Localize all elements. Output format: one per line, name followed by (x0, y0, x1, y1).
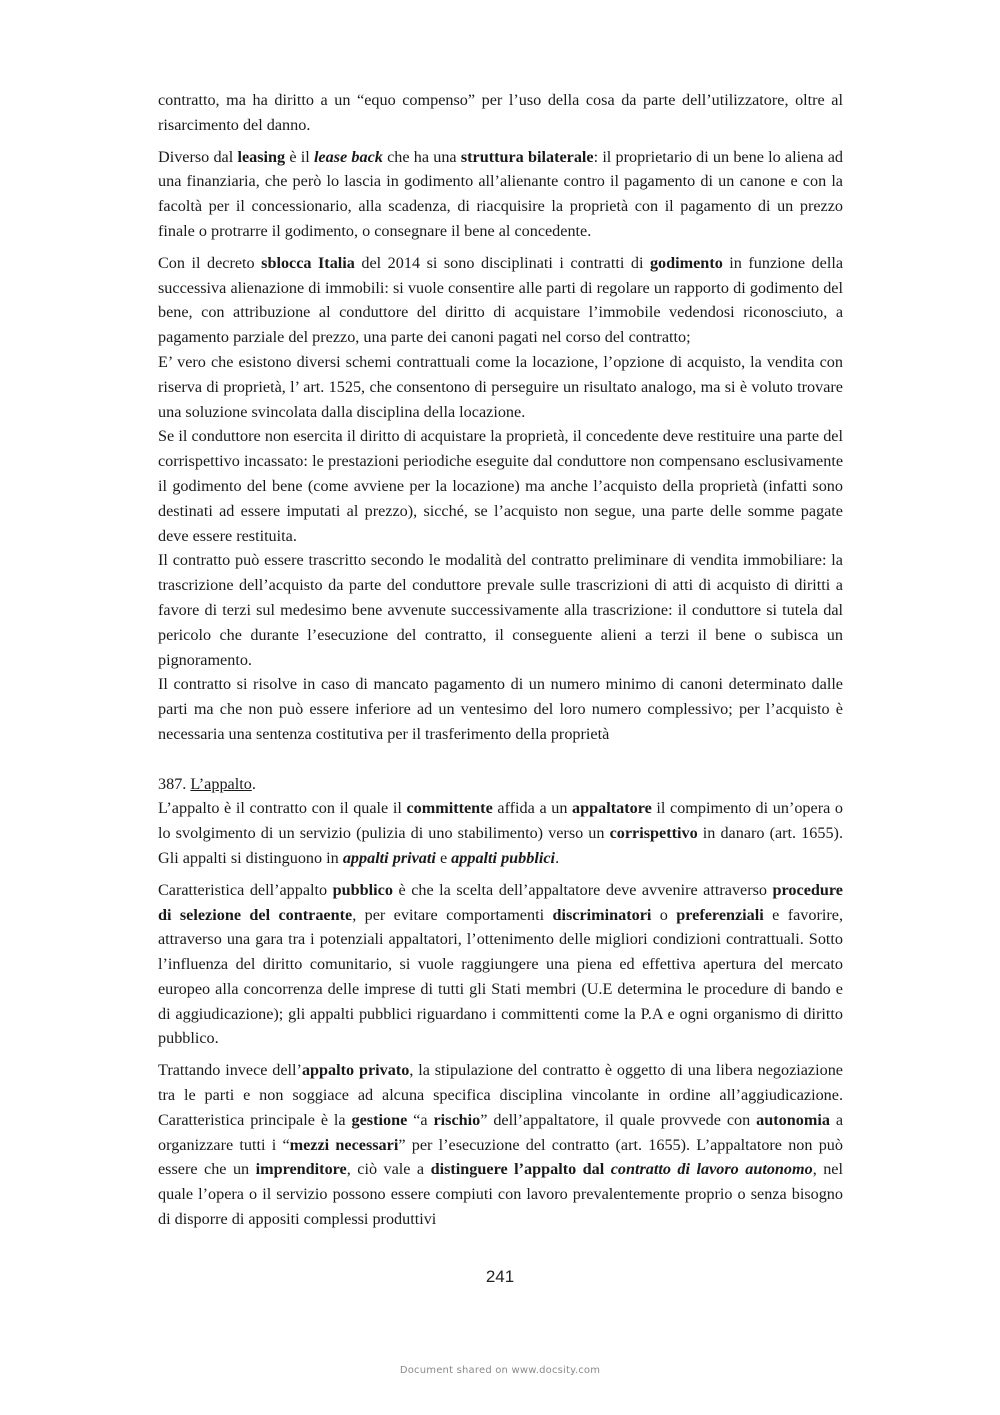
bold-term: discriminatori (552, 905, 652, 924)
text-run: E’ vero che esistono diversi schemi contrattuali come la locazione, l’opzione di acquisto, la vendita con riserva di proprietà, l’ art. 1525, che consentono di perseguire un risultato analogo, ma si è voluto trovare una soluzione svincolata dalla disciplina della locazione. (158, 352, 843, 421)
text-run: Il contratto si risolve in caso di mancato pagamento di un numero minimo di canoni determinato dalle parti ma che non può essere inferiore ad un ventesimo del loro numero complessivo; per l’acquisto è necessaria una sentenza costitutiva per il trasferimento della proprietà (158, 675, 843, 743)
text-run: , per evitare comportamenti (352, 905, 553, 924)
bold-term: rischio (433, 1110, 481, 1129)
text-run: del 2014 si sono disciplinati i contratti di (354, 253, 650, 272)
text-run: e (435, 848, 452, 867)
paragraph (158, 424, 843, 548)
paragraph (158, 796, 843, 870)
section-title: L’appalto (190, 774, 252, 793)
paragraph (158, 88, 843, 138)
text-run: affida a un (492, 799, 573, 818)
bold-term: procedure di selezione del contraente (158, 880, 843, 924)
text-run: ” dell’appaltatore, il quale provvede con (480, 1110, 757, 1129)
text-run: e favorire, attraverso una gara tra i potenziali appaltatori, l’ottenimento delle migliori condizioni contrattuali. Sotto l’influenza del diritto comunitario, si vuole raggiungere una piena ed effettiva apertura del mercato europeo alla concorrenza delle imprese di tutti gli Stati membri (U.E determina le procedure di bando e di aggiudicazione); gli appalti pubblici riguardano i committenti come la P.A e ogni organismo di diritto pubblico. (158, 905, 844, 1048)
text-run: Caratteristica dell’appalto (158, 880, 333, 899)
bold-term: contratto di lavoro autonomo (610, 1160, 813, 1179)
bold-term: godimento (649, 253, 723, 272)
bold-term: lease back (313, 147, 383, 166)
text-run: è il (285, 147, 314, 166)
text-run: ” per l’esecuzione del contratto (art. 1655). L’appaltatore non può essere che un (158, 1135, 843, 1179)
bold-term: distinguere l’appalto dal (430, 1160, 605, 1179)
text-run: 387. (158, 774, 191, 793)
text-run: Trattando invece dell’ (158, 1061, 302, 1080)
footer-note: Document shared on www.docsity.com (399, 1365, 601, 1376)
text-run: Se il conduttore non esercita il diritto di acquistare la proprietà, il concedente deve restituire una parte del corrispettivo incassato: le prestazioni periodiche eseguite dal conduttore non compensano esclusivamente il godimento del bene (come avviene per la locazione) ma anche l’acquisto della proprietà (infatti sono destinati ad essere imputati al prezzo), sicché, se l’acquisto non segue, una parte delle somme pagate deve essere restituita. (158, 427, 843, 545)
text-run: “a (407, 1110, 434, 1129)
text-run: . (251, 774, 256, 793)
paragraph (158, 548, 843, 672)
bold-term: appaltatore (572, 799, 652, 818)
text-run: in danaro (art. 1655). Gli appalti si distinguono in (158, 824, 843, 867)
paragraph (158, 772, 843, 797)
text-run: è che la scelta dell’appaltatore deve avvenire attraverso (392, 880, 773, 899)
text-run: Diverso dal (158, 147, 238, 166)
bold-term: struttura bilaterale (460, 147, 594, 166)
text-run: Con il decreto (158, 253, 262, 272)
bold-term: autonomia (756, 1110, 830, 1129)
paragraph (158, 145, 843, 244)
text-run: : il proprietario di un bene lo aliena ad una finanziaria, che però lo lascia in godimento all’alienante contro il pagamento di un canone e con la facoltà per il concessionario, alla scadenza, di riacquisire la proprietà con il pagamento di un prezzo finale o protrarre il godimento, o consegnare il bene al concedente. (158, 147, 844, 240)
page-number: 241 (485, 1267, 515, 1286)
text-run: a organizzare tutti i “ (158, 1110, 844, 1154)
bold-term: preferenziali (676, 905, 764, 924)
text-run: , nel quale l’opera o il servizio possono essere compiuti con lavoro prevalentemente proprio o senza bisogno di disporre di appositi complessi produttivi (158, 1160, 843, 1229)
text-run: che ha una (382, 147, 461, 166)
bold-term: appalto privato (301, 1061, 410, 1080)
bold-term: appalti privati (342, 848, 436, 867)
text-run: L’appalto è il contratto con il quale il (158, 799, 407, 818)
text-run: Il contratto può essere trascritto secondo le modalità del contratto preliminare di vendita immobiliare: la trascrizione dell’acquisto da parte del conduttore prevale sulle trascrizioni di atti di acquisto di diritti a favore di terzi sul medesimo bene avvenute successivamente alla trascrizione: il conduttore si tutela dal pericolo che durante l’esecuzione del contratto, il conseguente alieni a terzi il bene o subisca un pignoramento. (158, 551, 843, 669)
bold-term: gestione (351, 1110, 408, 1129)
text-run: , la stipulazione del contratto è oggetto di una libera negoziazione tra le parti e non soggiace ad alcuna specifica disciplina vincolante in ordine all’aggiudicazione. Caratteristica principale è la (158, 1061, 843, 1129)
paragraph (158, 878, 843, 1052)
bold-term: leasing (237, 147, 286, 166)
text-run: . (555, 848, 560, 867)
paragraph (158, 350, 843, 424)
bold-term: appalti pubblici (451, 848, 556, 867)
bold-term: committente (406, 799, 493, 818)
paragraph (158, 672, 843, 746)
text-run: il compimento di un’opera o lo svolgimento di un servizio (pulizia di uno stabilimento) verso un (158, 799, 843, 843)
text-run: o (651, 905, 677, 924)
text-run: , ciò vale a (346, 1160, 431, 1179)
paragraph (158, 251, 843, 350)
blank-line (158, 747, 843, 772)
bold-term: corrispettivo (609, 824, 698, 843)
bold-term: sblocca Italia (261, 253, 355, 272)
bold-term: imprenditore (255, 1160, 347, 1179)
paragraph (158, 1058, 843, 1232)
text-run: in funzione della successiva alienazione di immobili: si vuole consentire alle parti di regolare un rapporto di godimento del bene, con attribuzione al conduttore del diritto di acquistare l’immobile vedendosi riconosciuto, a pagamento parziale del prezzo, una parte dei canoni pagati nel corso del contratto; (158, 253, 844, 347)
bold-term: pubblico (332, 880, 393, 899)
document-body (158, 88, 843, 1232)
text-run: contratto, ma ha diritto a un “equo compenso” per l’uso della cosa da parte dell’utilizzatore, oltre al risarcimento del danno. (158, 91, 843, 134)
bold-term: mezzi necessari (289, 1135, 399, 1154)
